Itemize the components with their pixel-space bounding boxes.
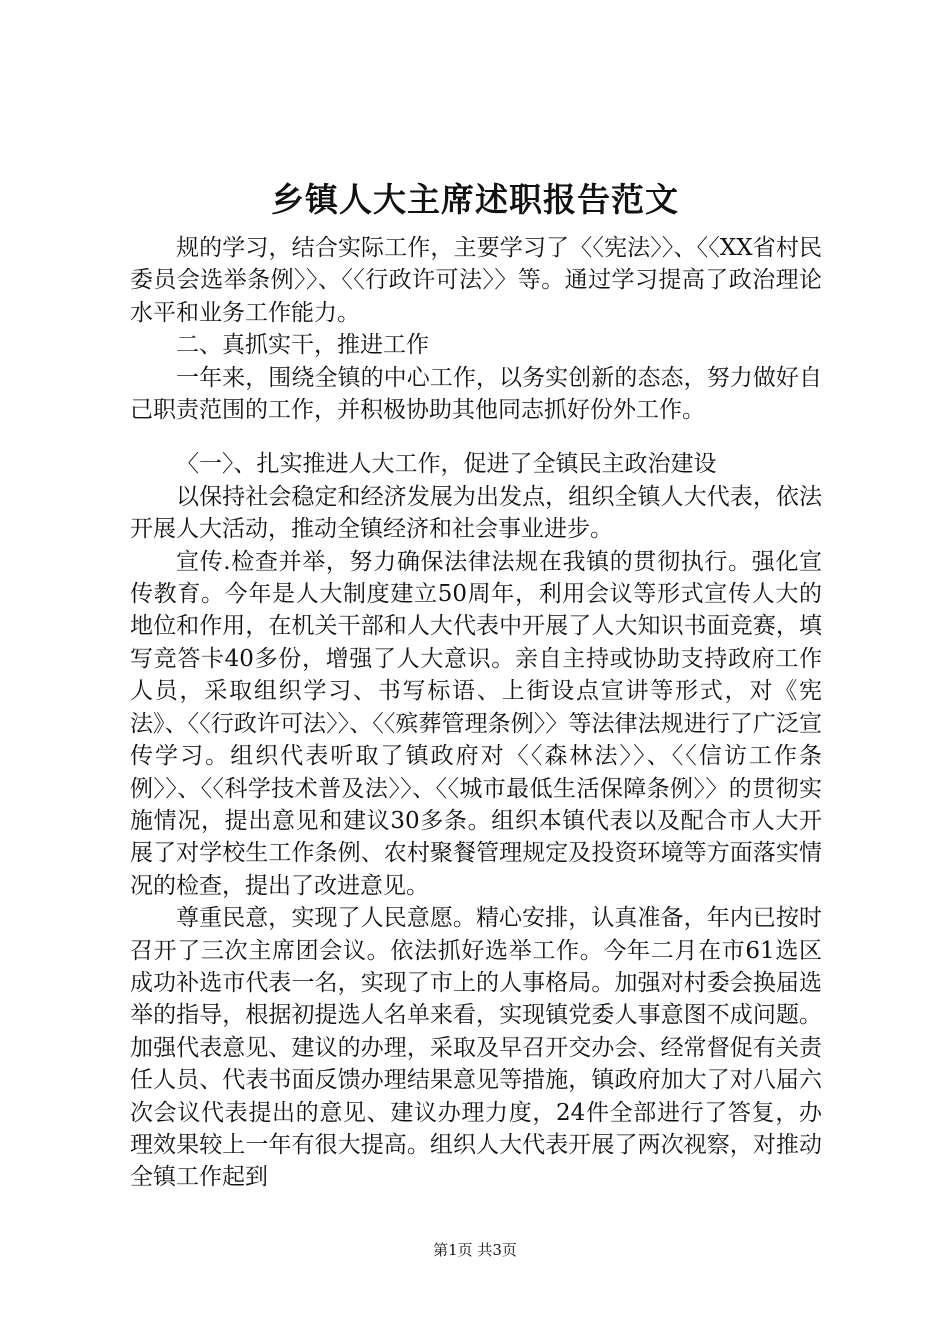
paragraph-publicity-inspection: 宣传.检查并举，努力确保法律法规在我镇的贯彻执行。强化宣传教育。今年是人大制度建立50周年，利用会议等形式宣传人大的地位和作用，在机关干部和人大代表中开展了人大知识书面竞赛，填写竞答卡40多份，增强了人大意识。亲自主持或协助支持政府工作人员，采取组织学习、书写标语、上街设点宣讲等形式，对《宪法》、〈〈行政许可法〉〉、〈〈殡葬管理条例〉〉等法律法规进行了广泛宣传学习。组织代表听取了镇政府对〈〈森林法〉〉、〈〈信访工作条例〉〉、〈〈科学技术普及法〉〉、〈〈城市最低生活保障条例〉〉的贯彻实施情况，提出意见和建议30多条。组织本镇代表以及配合市人大开展了对学校生工作条例、农村聚餐管理规定及投资环境等方面落实情况的检查，提出了改进意见。 xyxy=(130,548,822,899)
subsection-heading-1: 〈一〉、扎实推进人大工作，促进了全镇民主政治建设 xyxy=(176,451,717,478)
paragraph-starting-point: 以保持社会稳定和经济发展为出发点，组织全镇人大代表，依法开展人大活动，推动全镇经济和社会事业进步。 xyxy=(130,483,822,543)
document-body xyxy=(130,232,822,1194)
section-heading-2: 二、真抓实干，推进工作 xyxy=(176,332,429,359)
document-title: 乡镇人大主席述职报告范文 xyxy=(271,180,679,219)
paragraph-public-will: 尊重民意，实现了人民意愿。精心安排，认真准备，年内已按时召开了三次主席团会议。依法抓好选举工作。今年二月在市61选区成功补选市代表一名，实现了市上的人事格局。加强对村委会换届选举的指导，根据初提选人名单来看，实现镇党委人事意图不成问题。加强代表意见、建议的办理，采取及早召开交办会、经常督促有关责任人员、代表书面反馈办理结果意见等措施，镇政府加大了对八届六次会议代表提出的意见、建议办理力度，24件全部进行了答复，办理效果较上一年有很大提高。组织人大代表开展了两次视察，对推动全镇工作起到 xyxy=(130,905,822,1191)
paragraph-year-overview: 一年来，围绕全镇的中心工作，以务实创新的态态，努力做好自己职责范围的工作，并积极协助其他同志抓好份外工作。 xyxy=(130,364,822,424)
paragraph-study: 规的学习，结合实际工作，主要学习了〈〈宪法〉〉、〈〈XX省村民委员会选举条例〉〉、〈〈行政许可法〉〉等。通过学习提高了政治理论水平和业务工作能力。 xyxy=(130,235,822,326)
page-footer: 第1页 共3页 xyxy=(433,1241,517,1259)
